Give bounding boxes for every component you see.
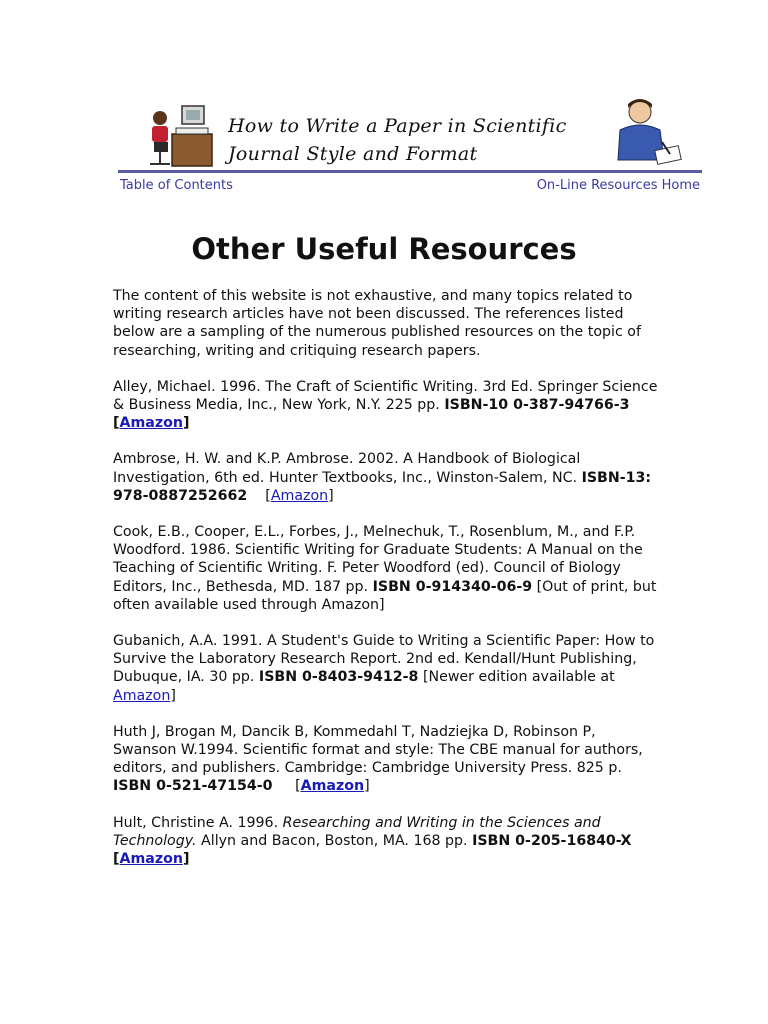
- reference-text: Alley, Michael. 1996. The Craft of Scientific Writing. 3rd Ed. Springer Science & Business Media, Inc., New York, N.Y. 225 pp.: [113, 378, 658, 414]
- amazon-link[interactable]: Amazon: [119, 851, 183, 868]
- bracket-close: ]: [182, 415, 190, 432]
- man-writing-illustration: [606, 96, 684, 168]
- reference-cook: [113, 523, 661, 614]
- reference-gubanich: [113, 632, 661, 705]
- amazon-link[interactable]: Amazon: [300, 778, 365, 795]
- bracket-open: [: [113, 851, 120, 868]
- table-of-contents-link[interactable]: Table of Contents: [120, 178, 233, 193]
- isbn: ISBN 0-8403-9412-8: [258, 669, 419, 686]
- reference-hult: [113, 814, 661, 869]
- page-title: Other Useful Resources: [191, 232, 577, 266]
- header-banner: [118, 96, 702, 206]
- amazon-link[interactable]: Amazon: [119, 415, 183, 432]
- isbn: ISBN-13: 978-0887252662: [113, 469, 652, 504]
- banner-title: [228, 112, 598, 168]
- banner-title-line-1: How to Write a Paper in Scientific: [228, 115, 567, 137]
- bracket-close: ]: [182, 851, 190, 868]
- bracket-open: [: [272, 778, 301, 795]
- banner-title-line-2: Journal Style and Format: [228, 143, 478, 165]
- reference-huth: [113, 723, 661, 796]
- amazon-link[interactable]: Amazon: [270, 487, 329, 504]
- reference-text: Ambrose, H. W. and K.P. Ambrose. 2002. A Handbook of Biological Investigation, 6th ed. Hunter Textbooks, Inc., Winston-Salem, NC.: [113, 451, 582, 486]
- amazon-link[interactable]: Amazon: [113, 687, 171, 704]
- isbn: ISBN-10 0-387-94766-3: [444, 397, 630, 414]
- intro-paragraph: The content of this website is not exhaustive, and many topics related to writing research articles have not been discussed. The references listed below are a sampling of the numerous published resources on the topic of researching, writing and critiquing research papers.: [113, 288, 641, 359]
- isbn: ISBN 0-914340-06-9: [372, 578, 533, 595]
- content: [113, 287, 661, 886]
- reference-text: Gubanich, A.A. 1991. A Student's Guide to Writing a Scientific Paper: How to Survive the Laboratory Research Report. 2nd ed. Kendall/Hunt Publishing, Dubuque, IA. 30 pp.: [113, 633, 655, 686]
- reference-text: Hult, Christine A. 1996.: [113, 814, 283, 831]
- woman-at-computer-illustration: [142, 98, 214, 170]
- reference-alley: [113, 378, 661, 433]
- reference-text: Huth J, Brogan M, Dancik B, Kommedahl T, Nadziejka D, Robinson P, Swanson W.1994. Scientific format and style: The CBE manual for authors, editors, and publishers. Cambridge: Cambridge University Press. 825 p.: [113, 723, 643, 777]
- online-resources-home-link[interactable]: On-Line Resources Home: [536, 178, 700, 193]
- bracket-open: [: [247, 487, 271, 504]
- bracket-open: [: [113, 415, 120, 432]
- availability-note: [Out of print, but often available used through Amazon]: [113, 578, 657, 613]
- edition-note: [Newer edition available at: [418, 669, 615, 686]
- reference-text-continued: Allyn and Bacon, Boston, MA. 168 pp.: [196, 832, 473, 849]
- bracket-close: ]: [170, 687, 176, 704]
- reference-text: Cook, E.B., Cooper, E.L., Forbes, J., Melnechuk, T., Rosenblum, M., and F.P. Woodford. 1986. Scientific Writing for Graduate Students: A Manual on the Teaching of Scientific Writing. F. Peter Woodford (ed). Council of Biology Editors, Inc., Bethesda, MD. 187 pp.: [113, 524, 643, 595]
- banner-rule: [118, 170, 702, 173]
- isbn: ISBN 0-521-47154-0: [113, 778, 273, 795]
- bracket-close: ]: [364, 778, 370, 795]
- book-title: Researching and Writing in the Sciences and Technology.: [113, 814, 601, 849]
- reference-ambrose: [113, 450, 661, 505]
- bracket-close: ]: [328, 487, 334, 504]
- isbn: ISBN 0-205-16840-X: [472, 832, 632, 849]
